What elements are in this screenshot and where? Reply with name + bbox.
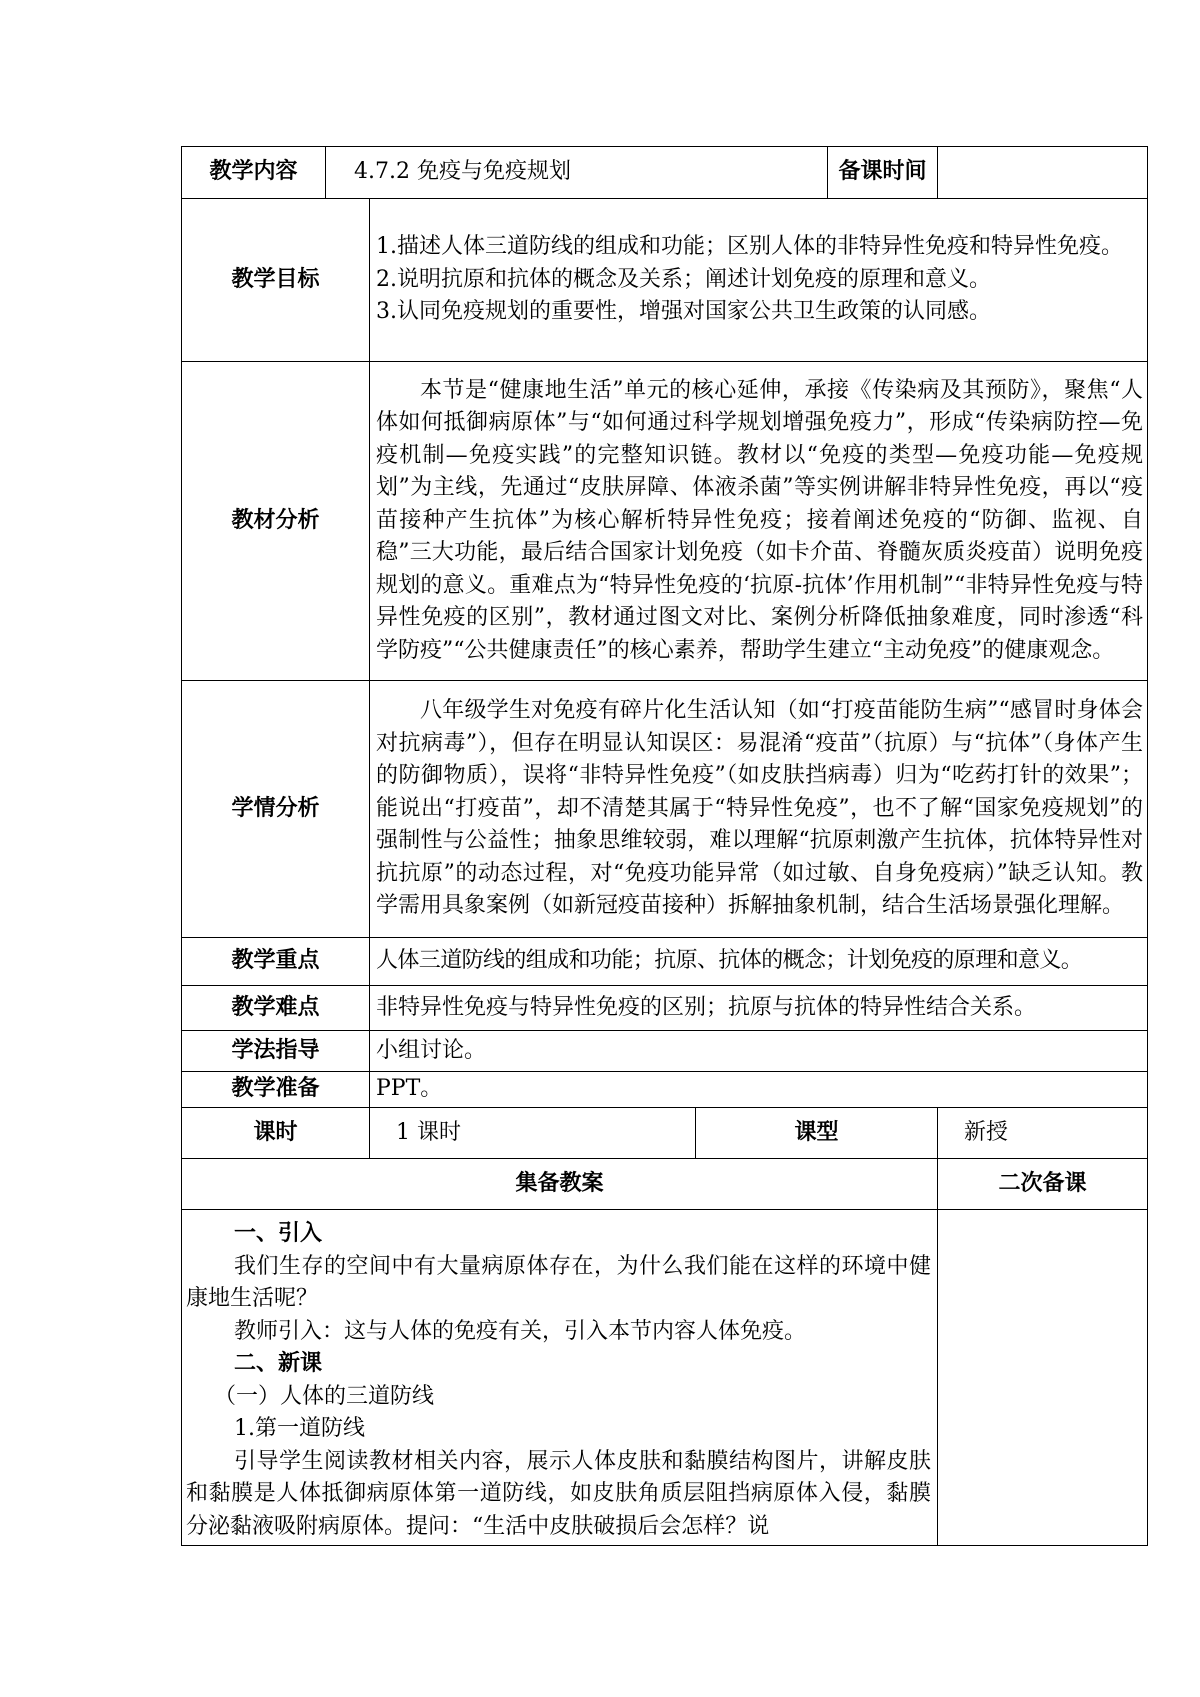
collective-plan-heading: 集备教案 (182, 1159, 938, 1210)
textbook-analysis-row (182, 362, 1148, 681)
student-analysis-label: 学情分析 (182, 681, 370, 938)
first-defense-heading: 1.第一道防线 (234, 1416, 365, 1441)
key-points-row (182, 938, 1148, 986)
lesson-body-row (182, 1210, 1148, 1546)
preparation-label: 教学准备 (182, 1072, 370, 1108)
objective-item: 1.描述人体三道防线的组成和功能；区别人体的非特异性免疫和特异性免疫。 (376, 234, 1123, 260)
period-label: 课时 (182, 1108, 370, 1159)
objectives-list (370, 199, 1148, 362)
student-analysis-text: 八年级学生对免疫有碎片化生活认知（如“打疫苗能防生病”“感冒时身体会对抗病毒”），但存在明显认知误区：易混淆“疫苗”（抗原）与“抗体”（身体产生的防御物质），误将“非特异性免疫”（如皮肤挡病毒）归为“吃药打针的效果”；能说出“打疫苗”，却不清楚其属于“特异性免疫”，也不了解“国家免疫规划”的强制性与公益性；抽象思维较弱，难以理解“抗原刺激产生抗体，抗体特异性对抗抗原”的动态过程，对“免疫功能异常（如过敏、自身免疫病）”缺乏认知。教学需用具象案例（如新冠疫苗接种）拆解抽象机制，结合生活场景强化理解。 (376, 698, 1143, 919)
textbook-analysis-text: 本节是“健康地生活”单元的核心延伸，承接《传染病及其预防》，聚焦“人体如何抵御病原体”与“如何通过科学规划增强免疫力”，形成“传染病防控—免疫机制—免疫实践”的完整知识链。教材以“免疫的类型—免疫功能—免疫规划”为主线，先通过“皮肤屏障、体液杀菌”等实例讲解非特异性免疫，再以“疫苗接种产生抗体”为核心解析特异性免疫；接着阐述免疫的“防御、监视、自稳”三大功能，最后结合国家计划免疫（如卡介苗、脊髓灰质炎疫苗）说明免疫规划的意义。重难点为“特异性免疫的‘抗原-抗体’作用机制”“非特异性免疫与特异性免疫的区别”，教材通过图文对比、案例分析降低抽象难度，同时渗透“科学防疫”“公共健康责任”的核心素养，帮助学生建立“主动免疫”的健康观念。 (376, 377, 1143, 663)
key-points-label: 教学重点 (182, 938, 370, 986)
objectives-label: 教学目标 (182, 199, 370, 362)
difficulties-text: 非特异性免疫与特异性免疫的区别；抗原与抗体的特异性结合关系。 (370, 986, 1148, 1031)
guide-text: 引导学生阅读教材相关内容，展示人体皮肤和黏膜结构图片，讲解皮肤和黏膜是人体抵御病原体第一道防线，如皮肤角质层阻挡病原体入侵，黏膜分泌黏液吸附病原体。提问：“生活中皮肤破损后会怎样？说 (186, 1448, 931, 1539)
student-analysis-row (182, 681, 1148, 938)
intro-teacher: 教师引入：这与人体的免疫有关，引入本节内容人体免疫。 (234, 1318, 807, 1344)
preparation-text: PPT。 (370, 1072, 1148, 1108)
objective-item: 2.说明抗原和抗体的概念及关系；阐述计划免疫的原理和意义。 (376, 266, 991, 292)
content-value: 4.7.2 免疫与免疫规划 (326, 147, 828, 199)
lesson-plan-table (181, 146, 1148, 1546)
intro-heading: 一、引入 (234, 1221, 323, 1246)
content-row (182, 147, 1148, 199)
content-label: 教学内容 (182, 147, 326, 199)
method-row (182, 1031, 1148, 1072)
key-points-text: 人体三道防线的组成和功能；抗原、抗体的概念；计划免疫的原理和意义。 (370, 938, 1148, 986)
method-text: 小组讨论。 (370, 1031, 1148, 1072)
secondary-plan-heading: 二次备课 (938, 1159, 1148, 1210)
method-label: 学法指导 (182, 1031, 370, 1072)
textbook-analysis-cell (370, 362, 1148, 681)
new-lesson-heading: 二、新课 (234, 1351, 323, 1376)
objectives-row (182, 199, 1148, 362)
secondary-plan-cell (938, 1210, 1148, 1546)
type-label: 课型 (696, 1108, 938, 1159)
prep-time-value (938, 147, 1148, 199)
difficulties-label: 教学难点 (182, 986, 370, 1031)
intro-question: 我们生存的空间中有大量病原体存在，为什么我们能在这样的环境中健康地生活呢？ (186, 1253, 931, 1311)
preparation-row (182, 1072, 1148, 1108)
difficulties-row (182, 986, 1148, 1031)
lesson-body (182, 1210, 938, 1546)
prep-time-label: 备课时间 (828, 147, 938, 199)
subsection-heading: （一）人体的三道防线 (214, 1383, 435, 1409)
period-value: 1 课时 (370, 1108, 696, 1159)
objective-item: 3.认同免疫规划的重要性，增强对国家公共卫生政策的认同感。 (376, 299, 991, 325)
type-value: 新授 (938, 1108, 1148, 1159)
textbook-analysis-label: 教材分析 (182, 362, 370, 681)
lesson-header-row (182, 1159, 1148, 1210)
student-analysis-cell (370, 681, 1148, 938)
period-row (182, 1108, 1148, 1159)
